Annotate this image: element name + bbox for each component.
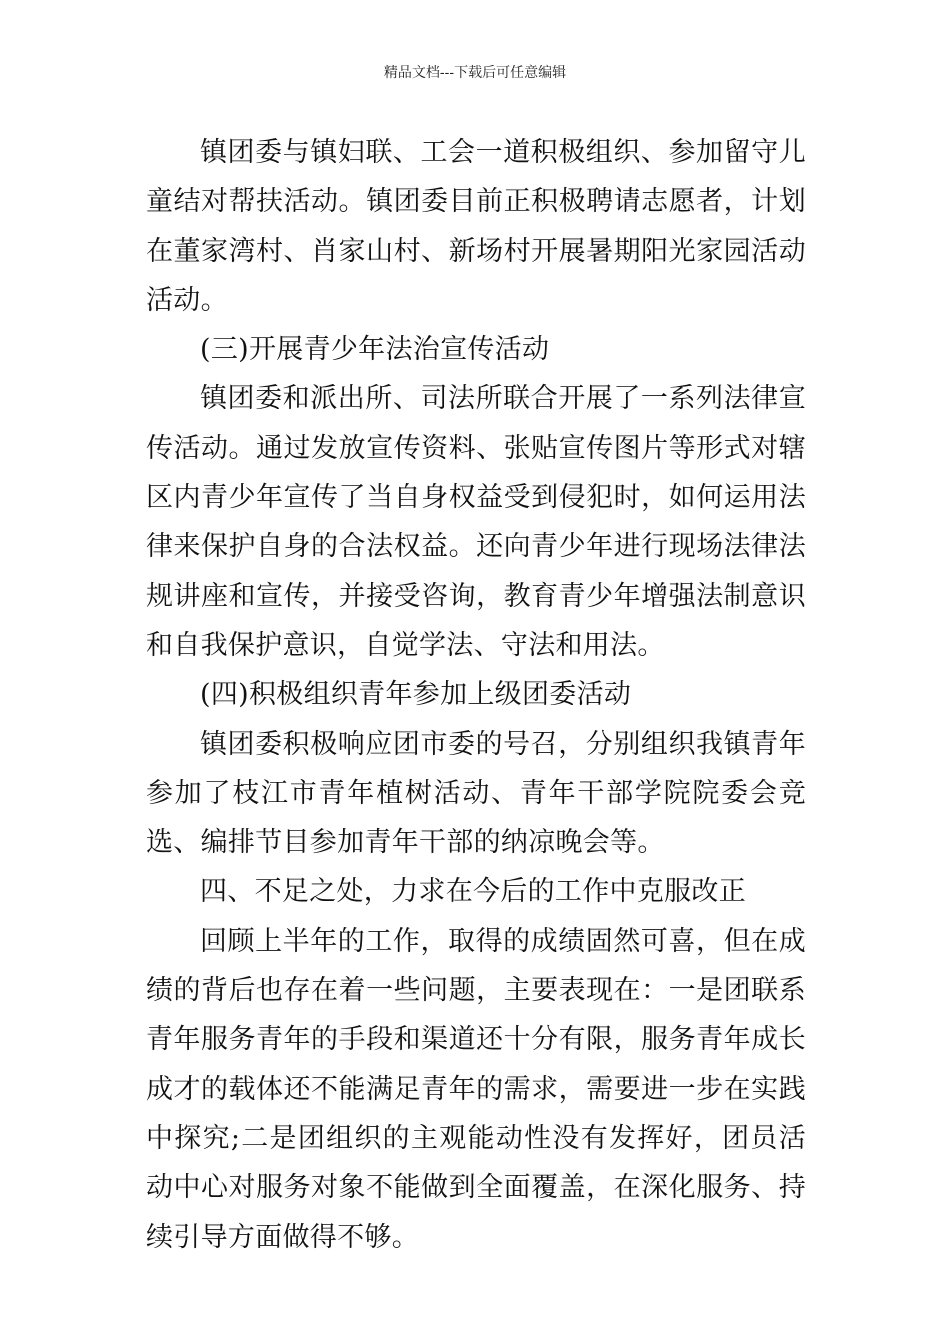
section-heading-shortcomings: 四、不足之处，力求在今后的工作中克服改正: [200, 876, 746, 908]
paragraph-youth-assistance: 镇团委与镇妇联、工会一道积极组织、参加留守儿童结对帮扶活动。镇团委目前正积极聘请志愿者，计划在董家湾村、肖家山村、新场村开展暑期阳光家园活动活动。: [146, 137, 806, 316]
section-heading-upper-league-activities: (四)积极组织青年参加上级团委活动: [200, 679, 632, 711]
paragraph-shortcomings: 回顾上半年的工作，取得的成绩固然可喜，但在成绩的背后也存在着一些问题，主要表现在：一是团联系青年服务青年的手段和渠道还十分有限，服务青年成长成才的载体还不能满足青年的需求，需要进一步在实践中探究;二是团组织的主观能动性没有发挥好，团员活动中心对服务对象不能做到全面覆盖，在深化服务、持续引导方面做得不够。: [146, 925, 806, 1253]
page-header: 精品文档---下载后可任意编辑: [383, 65, 567, 81]
paragraph-upper-league-activities: 镇团委积极响应团市委的号召，分别组织我镇青年参加了枝江市青年植树活动、青年干部学院院委会竞选、编排节目参加青年干部的纳凉晚会等。: [146, 728, 806, 859]
document-body: [146, 128, 806, 1262]
paragraph-legal-education: 镇团委和派出所、司法所联合开展了一系列法律宣传活动。通过发放宣传资料、张贴宣传图片等形式对辖区内青少年宣传了当自身权益受到侵犯时，如何运用法律来保护自身的合法权益。还向青少年进行现场法律法规讲座和宣传，并接受咨询，教育青少年增强法制意识和自我保护意识，自觉学法、守法和用法。: [146, 383, 806, 661]
section-heading-legal-education: (三)开展青少年法治宣传活动: [200, 334, 550, 366]
